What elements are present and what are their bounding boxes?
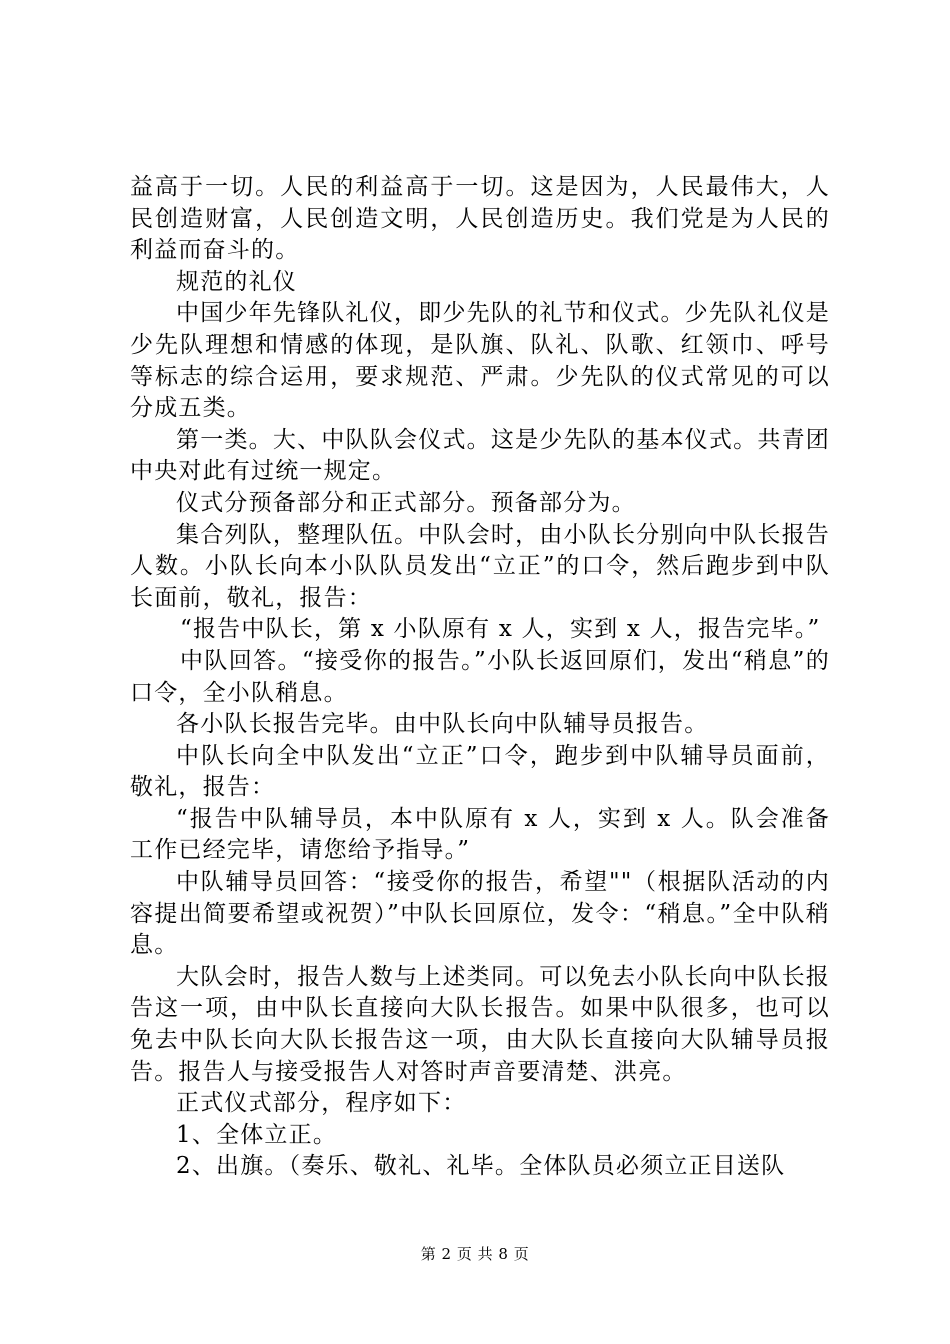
paragraph-4: 第一类。大、中队队会仪式。这是少先队的基本仪式。共青团中央对此有过统一规定。 — [130, 426, 830, 485]
section-heading-etiquette: 规范的礼仪 — [176, 268, 297, 295]
paragraph-5: 仪式分预备部分和正式部分。预备部分为。 — [176, 489, 636, 516]
page-footer: 第 2 页 共 8 页 — [420, 1245, 530, 1263]
paragraph-11: “报告中队辅导员，本中队原有 x 人，实到 x 人。队会准备工作已经完毕，请您给予指导。” — [130, 805, 830, 864]
paragraph-13: 大队会时，报告人数与上述类同。可以免去小队长向中队长报告这一项，由中队长直接向大队长报告。如果中队很多，也可以免去中队长向大队长报告这一项，由大队长直接向大队辅导员报告。报告人与接受报告人对答时声音要清楚、洪亮。 — [130, 963, 830, 1085]
list-item-2: 2、出旗。（奏乐、敬礼、礼毕。全体队员必须立正目送队 — [176, 1153, 786, 1180]
paragraph-10: 中队长向全中队发出“立正”口令，跑步到中队辅导员面前，敬礼，报告： — [130, 742, 830, 801]
paragraph-3: 中国少年先锋队礼仪，即少先队的礼节和仪式。少先队礼仪是少先队理想和情感的体现，是队旗、队礼、队歌、红领巾、呼号等标志的综合运用，要求规范、严肃。少先队的仪式常见的可以分成五类。 — [130, 300, 830, 422]
paragraph-14: 正式仪式部分，程序如下： — [176, 1090, 467, 1117]
paragraph-9: 各小队长报告完毕。由中队长向中队辅导员报告。 — [176, 711, 709, 738]
paragraph-8: 中队回答。“接受你的报告。”小队长返回原们，发出“稍息”的口令，全小队稍息。 — [130, 647, 830, 706]
paragraph-6: 集合列队，整理队伍。中队会时，由小队长分别向中队长报告人数。小队长向本小队队员发出“立正”的口令，然后跑步到中队长面前，敬礼，报告： — [130, 521, 830, 611]
paragraph-12: 中队辅导员回答：“接受你的报告，希望""（根据队活动的内容提出简要希望或祝贺）”中队长回原位，发令：“稍息。”全中队稍息。 — [130, 869, 830, 959]
paragraph-7: “报告中队长，第 x 小队原有 x 人，实到 x 人，报告完毕。” — [180, 616, 821, 643]
list-item-1: 1、全体立正。 — [176, 1121, 338, 1148]
paragraph-1: 益高于一切。人民的利益高于一切。这是因为，人民最伟大，人民创造财富，人民创造文明，人民创造历史。我们党是为人民的利益而奋斗的。 — [130, 174, 830, 264]
document-body — [130, 172, 830, 1183]
